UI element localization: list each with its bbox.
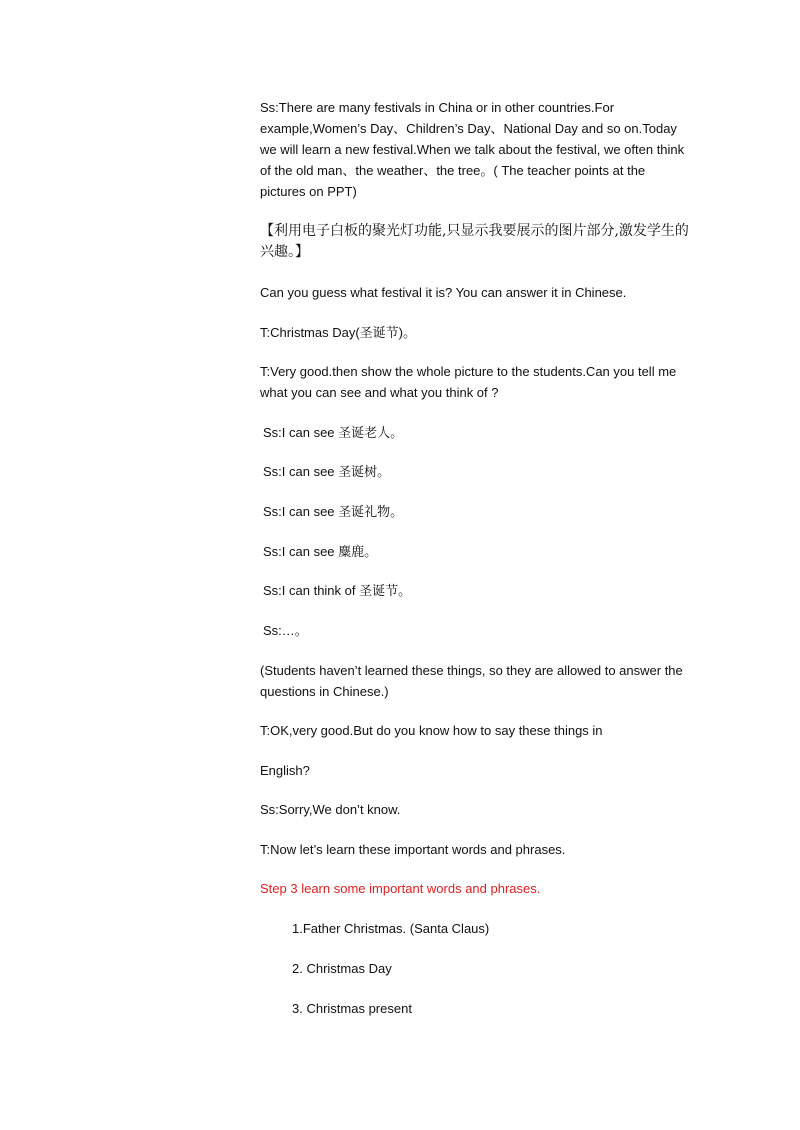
teacher-prompt: T:Very good.then show the whole picture to the students.Can you tell me what you can see and what you think of ?	[260, 364, 677, 400]
teacher-question-continued: English?	[260, 763, 310, 778]
student-response-3: Ss:I can see 圣诞礼物。	[263, 504, 404, 519]
students-reply: Ss:Sorry,We don’t know.	[260, 802, 401, 817]
step-3-heading: Step 3 learn some important words and phrases.	[260, 881, 541, 896]
student-response-6: Ss:…。	[263, 623, 308, 638]
students-note: (Students haven’t learned these things, so they are allowed to answer the questions in Chinese.)	[260, 663, 683, 699]
student-response-2: Ss:I can see 圣诞树。	[263, 464, 391, 479]
teaching-note-paragraph: 【利用电子白板的聚光灯功能,只显示我要展示的图片部分,激发学生的兴趣。】	[260, 223, 689, 260]
student-response-4: Ss:I can see 麋鹿。	[263, 544, 378, 559]
teacher-answer-christmas: T:Christmas Day(圣诞节)。	[260, 325, 417, 340]
student-response-5: Ss:I can think of 圣诞节。	[263, 583, 412, 598]
teacher-question: T:OK,very good.But do you know how to say these things in	[260, 723, 603, 738]
vocab-item-2: 2. Christmas Day	[292, 961, 392, 976]
guess-question: Can you guess what festival it is? You can answer it in Chinese.	[260, 285, 627, 300]
vocab-item-3: 3. Christmas present	[292, 1001, 412, 1016]
intro-paragraph: Ss:There are many festivals in China or in other countries.For example,Women’s Day、Children’s Day、National Day and so on.Today we will learn a new festival.When we talk about the festival, we often think of the old man、the weather、the tree。( The teacher points at the pictures on PPT)	[260, 100, 685, 199]
student-response-1: Ss:I can see 圣诞老人。	[263, 425, 404, 440]
vocab-item-1: 1.Father Christmas. (Santa Claus)	[292, 921, 490, 936]
teacher-instruction: T:Now let’s learn these important words and phrases.	[260, 842, 566, 857]
